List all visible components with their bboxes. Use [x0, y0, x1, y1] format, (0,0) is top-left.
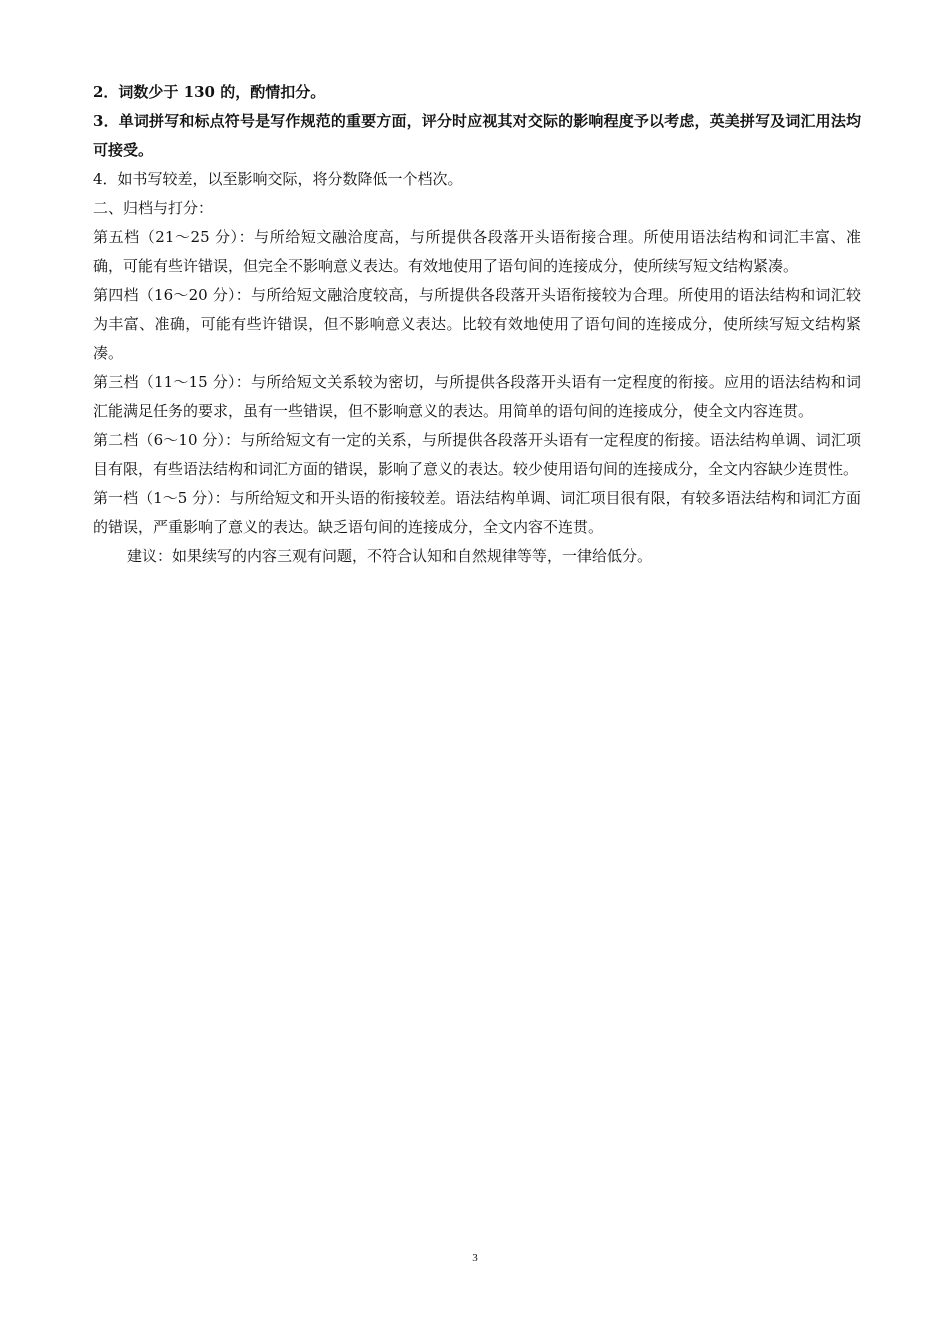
- level-1-paragraph: 第一档（1～5 分）：与所给短文和开头语的衔接较差。语法结构单调、词汇项目很有限，有较多语法结构和词汇方面的错误，严重影响了意义的表达。缺乏语句间的连接成分，全文内容不连贯。: [93, 489, 861, 536]
- rule-2: 2．词数少于 130 的，酌情扣分。: [93, 83, 326, 101]
- suggestion-paragraph: 建议：如果续写的内容三观有问题，不符合认知和自然规律等等，一律给低分。: [127, 547, 653, 565]
- level-2-paragraph: 第二档（6～10 分）：与所给短文有一定的关系，与所提供各段落开头语有一定程度的衔接。语法结构单调、词汇项目有限，有些语法结构和词汇方面的错误，影响了意义的表达。较少使用语句间的连接成分，全文内容缺少连贯性。: [93, 431, 861, 478]
- section-title: 二、归档与打分：: [93, 199, 214, 217]
- level-3-paragraph: 第三档（11～15 分）：与所给短文关系较为密切，与所提供各段落开头语有一定程度的衔接。应用的语法结构和词汇能满足任务的要求，虽有一些错误，但不影响意义的表达。用简单的语句间的连接成分，使全文内容连贯。: [93, 373, 861, 420]
- page-number: 3: [472, 1252, 478, 1264]
- level-4-paragraph: 第四档（16～20 分）：与所给短文融洽度较高，与所提供各段落开头语衔接较为合理。所使用的语法结构和词汇较为丰富、准确，可能有些许错误，但不影响意义表达。比较有效地使用了语句间的连接成分，使所续写短文结构紧凑。: [93, 286, 861, 362]
- rule-3: 3．单词拼写和标点符号是写作规范的重要方面，评分时应视其对交际的影响程度予以考虑，英美拼写及词汇用法均可接受。: [93, 112, 861, 159]
- rule-4: 4．如书写较差，以至影响交际，将分数降低一个档次。: [93, 170, 463, 188]
- document-body: [93, 78, 861, 571]
- level-5-paragraph: 第五档（21～25 分）：与所给短文融洽度高，与所提供各段落开头语衔接合理。所使用语法结构和词汇丰富、准确，可能有些许错误，但完全不影响意义表达。有效地使用了语句间的连接成分，使所续写短文结构紧凑。: [93, 228, 861, 275]
